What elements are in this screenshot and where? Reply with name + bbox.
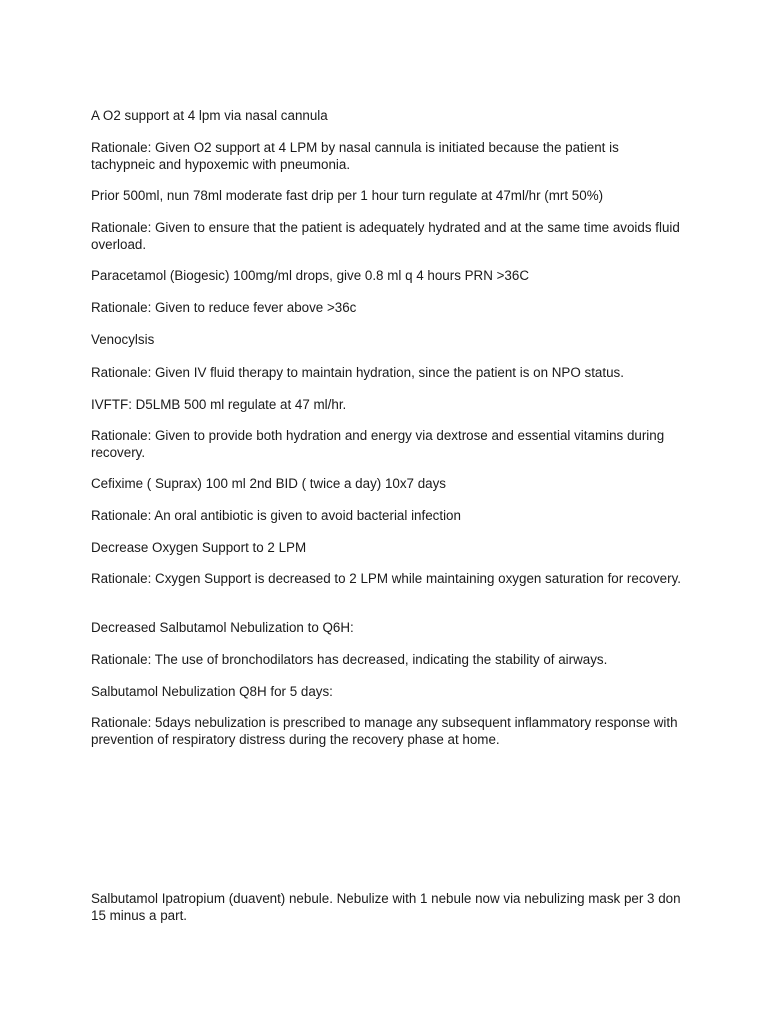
order-paracetamol: Paracetamol (Biogesic) 100mg/ml drops, give 0.8 ml q 4 hours PRN >36C xyxy=(91,268,529,283)
rationale-salbutamol-q8h: Rationale: 5days nebulization is prescribed to manage any subsequent inflammatory response with prevention of respiratory distress during the recovery phase at home. xyxy=(91,715,678,747)
order-salbutamol-ipatropium: Salbutamol Ipatropium (duavent) nebule. Nebulize with 1 nebule now via nebulizing mask per 3 don 15 minus a part. xyxy=(91,891,681,923)
order-iv-fluid-rate: Prior 500ml, nun 78ml moderate fast drip per 1 hour turn regulate at 47ml/hr (mrt 50%) xyxy=(91,188,604,203)
rationale-paracetamol: Rationale: Given to reduce fever above >36c xyxy=(91,300,357,315)
rationale-ivftf: Rationale: Given to provide both hydration and energy via dextrose and essential vitamins during recovery. xyxy=(91,428,665,460)
order-decreased-salbutamol: Decreased Salbutamol Nebulization to Q6H: xyxy=(91,620,354,635)
order-ivftf: IVFTF: D5LMB 500 ml regulate at 47 ml/hr. xyxy=(91,397,347,412)
order-cefixime: Cefixime ( Suprax) 100 ml 2nd BID ( twice a day) 10x7 days xyxy=(91,476,446,491)
rationale-cefixime: Rationale: An oral antibiotic is given to avoid bacterial infection xyxy=(91,508,461,523)
rationale-oxygen-support: Rationale: Given O2 support at 4 LPM by nasal cannula is initiated because the patient is tachypneic and hypoxemic with pneumonia. xyxy=(91,140,619,172)
rationale-decreased-salbutamol: Rationale: The use of bronchodilators has decreased, indicating the stability of airways. xyxy=(91,652,608,667)
rationale-decrease-oxygen: Rationale: Cxygen Support is decreased to 2 LPM while maintaining oxygen saturation for recovery. xyxy=(91,571,681,586)
rationale-iv-fluid-rate: Rationale: Given to ensure that the patient is adequately hydrated and at the same time avoids fluid overload. xyxy=(91,220,680,252)
order-decrease-oxygen: Decrease Oxygen Support to 2 LPM xyxy=(91,540,307,555)
order-oxygen-support: A O2 support at 4 lpm via nasal cannula xyxy=(91,108,328,123)
order-salbutamol-q8h: Salbutamol Nebulization Q8H for 5 days: xyxy=(91,684,333,699)
order-venocylsis: Venocylsis xyxy=(91,332,155,347)
rationale-venocylsis: Rationale: Given IV fluid therapy to maintain hydration, since the patient is on NPO status. xyxy=(91,365,624,380)
